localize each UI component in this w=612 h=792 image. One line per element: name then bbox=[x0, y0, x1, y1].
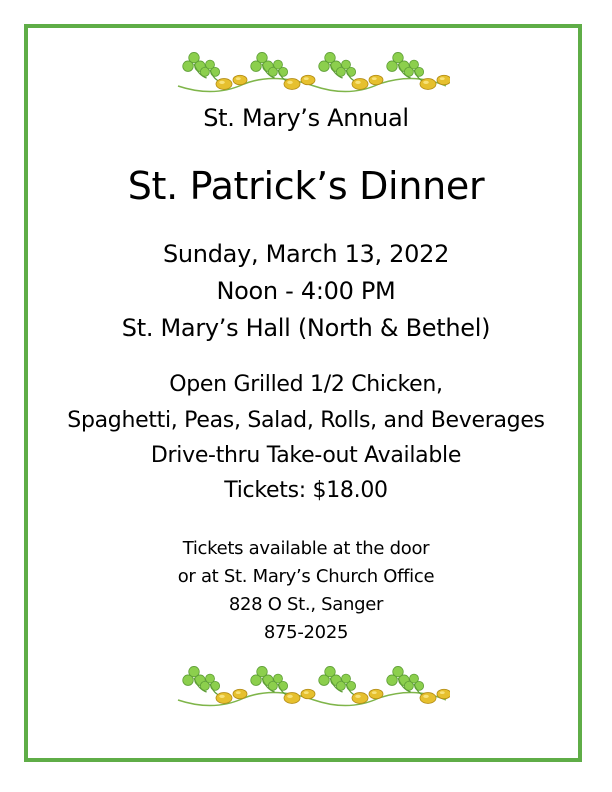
gold-coin-icon bbox=[369, 75, 383, 85]
shamrock-coin-border-bottom bbox=[174, 660, 450, 720]
gold-coin-icon bbox=[437, 689, 450, 699]
event-title: St. Patrick’s Dinner bbox=[127, 164, 485, 208]
event-time: Noon - 4:00 PM bbox=[216, 277, 396, 305]
shamrock-coin-border-top bbox=[174, 46, 450, 106]
gold-coin-icon bbox=[420, 79, 436, 90]
gold-coin-icon bbox=[352, 79, 368, 90]
ticket-price: Tickets: $18.00 bbox=[224, 478, 388, 503]
gold-coin-icon bbox=[284, 693, 300, 704]
gold-coin-icon bbox=[284, 79, 300, 90]
menu-line-1: Open Grilled 1/2 Chicken, bbox=[169, 372, 443, 397]
tickets-info-2: or at St. Mary’s Church Office bbox=[177, 566, 435, 587]
gold-coin-icon bbox=[369, 689, 383, 699]
gold-coin-icon bbox=[233, 689, 247, 699]
menu-line-2: Spaghetti, Peas, Salad, Rolls, and Beverages bbox=[67, 408, 545, 433]
event-location: St. Mary’s Hall (North & Bethel) bbox=[121, 314, 491, 342]
gold-coin-icon bbox=[301, 75, 315, 85]
gold-coin-icon bbox=[352, 693, 368, 704]
gold-coin-icon bbox=[420, 693, 436, 704]
intro-line: St. Mary’s Annual bbox=[203, 104, 409, 132]
event-date: Sunday, March 13, 2022 bbox=[162, 240, 450, 268]
office-address: 828 O St., Sanger bbox=[228, 594, 384, 615]
gold-coin-icon bbox=[437, 75, 450, 85]
tickets-info-1: Tickets available at the door bbox=[182, 538, 430, 559]
gold-coin-icon bbox=[216, 693, 232, 704]
office-phone: 875-2025 bbox=[263, 622, 349, 643]
gold-coin-icon bbox=[233, 75, 247, 85]
gold-coin-icon bbox=[216, 79, 232, 90]
takeout-note: Drive-thru Take-out Available bbox=[150, 443, 462, 468]
gold-coin-icon bbox=[301, 689, 315, 699]
